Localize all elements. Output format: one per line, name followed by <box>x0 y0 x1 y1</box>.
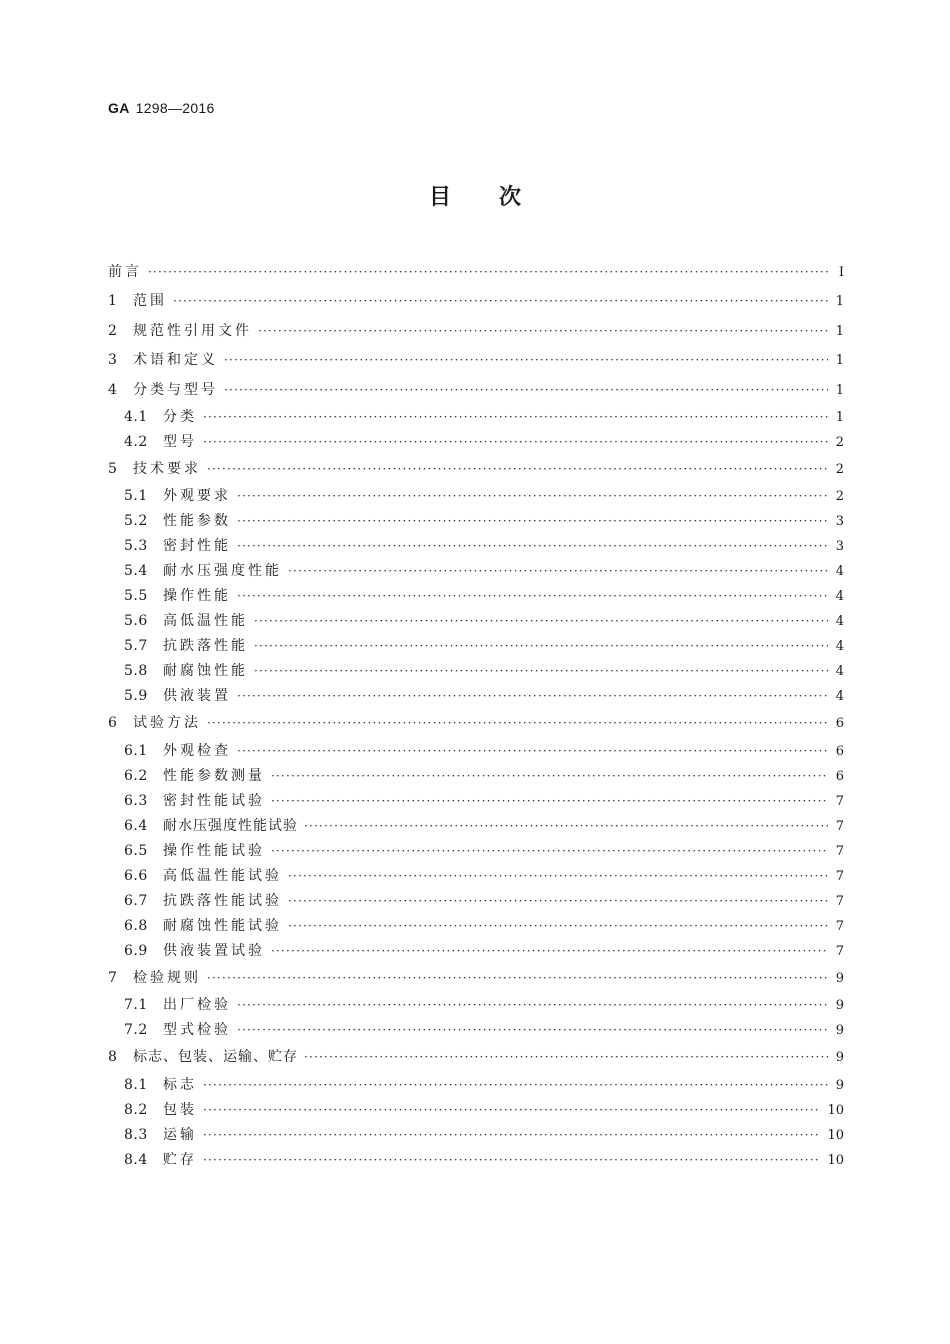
toc-section-number: 6.9 <box>124 942 148 959</box>
toc-entry[interactable] <box>108 430 844 455</box>
toc-section-number: 8 <box>108 1049 118 1066</box>
toc-section-number: 3 <box>108 352 118 369</box>
toc-section-number: 6 <box>108 715 118 732</box>
toc-entry[interactable] <box>108 258 844 287</box>
toc-dot-leader <box>237 684 828 709</box>
toc-section-title: 范围 <box>133 293 167 310</box>
toc-section-title: 操作性能试验 <box>163 842 265 859</box>
toc-entry[interactable] <box>108 889 844 914</box>
toc-entry[interactable] <box>108 376 844 405</box>
toc-dot-leader <box>173 287 828 316</box>
toc-page-number: 4 <box>835 614 844 630</box>
toc-dot-leader <box>237 534 828 559</box>
toc-dot-leader <box>203 1073 828 1098</box>
toc-section-title: 外观要求 <box>163 488 231 505</box>
toc-section-number: 5.6 <box>124 613 148 630</box>
toc-entry[interactable] <box>108 405 844 430</box>
toc-dot-leader <box>254 609 828 634</box>
toc-dot-leader <box>203 1098 820 1123</box>
toc-page-number: 9 <box>835 970 844 986</box>
toc-page-number: 10 <box>827 1127 844 1143</box>
toc-section-title: 分类与型号 <box>133 381 218 398</box>
toc-section-number: 4.1 <box>124 408 148 425</box>
toc-entry[interactable] <box>108 684 844 709</box>
toc-dot-leader <box>271 939 828 964</box>
toc-section-title: 密封性能试验 <box>163 792 265 809</box>
toc-section-title: 耐腐蚀性能试验 <box>163 917 282 934</box>
toc-section-number: 8.1 <box>124 1076 148 1093</box>
toc-section-title: 抗跌落性能 <box>163 638 248 655</box>
toc-section-number: 5.9 <box>124 688 148 705</box>
toc-page-number: 6 <box>835 743 844 759</box>
toc-section-title: 高低温性能 <box>163 613 248 630</box>
toc-entry[interactable] <box>108 1123 844 1148</box>
toc-entry[interactable] <box>108 814 844 839</box>
standard-prefix: GA <box>108 100 130 116</box>
toc-entry[interactable] <box>108 659 844 684</box>
toc-dot-leader <box>288 889 828 914</box>
toc-page-number: 3 <box>835 514 844 530</box>
toc-dot-leader <box>304 1043 828 1072</box>
toc-entry[interactable] <box>108 534 844 559</box>
toc-section-title: 耐水压强度性能试验 <box>163 817 298 834</box>
toc-page-number: 2 <box>835 489 844 505</box>
toc-section-number: 8.4 <box>124 1151 148 1168</box>
toc-page-number: 4 <box>835 664 844 680</box>
toc-section-title: 标志、包装、运输、贮存 <box>133 1049 298 1066</box>
toc-dot-leader <box>237 739 828 764</box>
toc-entry[interactable] <box>108 1018 844 1043</box>
toc-section-number: 5.2 <box>124 513 148 530</box>
toc-page-number: 2 <box>835 434 844 450</box>
toc-section-title: 贮存 <box>163 1151 197 1168</box>
toc-section-title: 密封性能 <box>163 538 231 555</box>
toc-section-title: 供液装置 <box>163 688 231 705</box>
toc-dot-leader <box>203 1148 820 1173</box>
toc-page-number: 7 <box>835 793 844 809</box>
toc-section-title: 供液装置试验 <box>163 942 265 959</box>
toc-section-title: 前言 <box>108 264 142 280</box>
toc-section-number: 1 <box>108 293 118 310</box>
toc-section-title: 抗跌落性能试验 <box>163 892 282 909</box>
toc-page-number: 7 <box>835 843 844 859</box>
toc-dot-leader <box>203 1123 820 1148</box>
toc-page-number: 1 <box>835 323 844 339</box>
toc-page-number: 1 <box>835 382 844 398</box>
toc-section-number: 5.4 <box>124 563 148 580</box>
toc-page-number: 6 <box>835 716 844 732</box>
toc-page-number: 6 <box>835 768 844 784</box>
toc-section-number: 6.8 <box>124 917 148 934</box>
toc-entry[interactable] <box>108 993 844 1018</box>
toc-dot-leader <box>288 914 828 939</box>
toc-page-number: 7 <box>835 893 844 909</box>
toc-section-title: 耐腐蚀性能 <box>163 663 248 680</box>
toc-section-title: 性能参数测量 <box>163 767 265 784</box>
toc-page-number: 10 <box>827 1152 844 1168</box>
toc-page-number: 4 <box>835 689 844 705</box>
toc-section-number: 6.3 <box>124 792 148 809</box>
toc-page-number: 7 <box>835 818 844 834</box>
toc-section-number: 5.5 <box>124 588 148 605</box>
page-title: 目次 <box>428 185 569 210</box>
toc-section-number: 4 <box>108 381 118 398</box>
toc-entry[interactable] <box>108 789 844 814</box>
standard-code <box>108 100 215 116</box>
toc-section-title: 分类 <box>163 408 197 425</box>
toc-page-number: Ⅰ <box>838 265 844 280</box>
toc-dot-leader <box>258 317 828 346</box>
toc-section-title: 标志 <box>163 1076 197 1093</box>
toc-dot-leader <box>304 814 828 839</box>
toc-section-number: 5.1 <box>124 488 148 505</box>
toc-entry[interactable] <box>108 1098 844 1123</box>
toc-section-number: 2 <box>108 322 118 339</box>
toc-page-number: 7 <box>835 868 844 884</box>
toc-entry[interactable] <box>108 914 844 939</box>
toc-dot-leader <box>237 584 828 609</box>
toc-entry[interactable] <box>108 964 844 993</box>
toc-entry[interactable] <box>108 1043 844 1072</box>
toc-section-title: 性能参数 <box>163 513 231 530</box>
toc-entry[interactable] <box>108 509 844 534</box>
toc-page-number: 2 <box>835 461 844 477</box>
toc-page-number: 4 <box>835 639 844 655</box>
toc-page-number: 9 <box>835 1050 844 1066</box>
toc-section-number: 6.7 <box>124 892 148 909</box>
toc-section-title: 型号 <box>163 433 197 450</box>
standard-number: 1298—2016 <box>135 100 215 116</box>
toc-page-number: 3 <box>835 539 844 555</box>
toc-section-title: 外观检查 <box>163 742 231 759</box>
toc-dot-leader <box>203 430 828 455</box>
toc-dot-leader <box>254 634 828 659</box>
toc-dot-leader <box>288 559 828 584</box>
toc-section-number: 6.4 <box>124 817 148 834</box>
toc-entry[interactable] <box>108 764 844 789</box>
toc-entry[interactable] <box>108 455 844 484</box>
toc-page-number: 7 <box>835 943 844 959</box>
toc-section-title: 高低温性能试验 <box>163 867 282 884</box>
toc-page-number: 9 <box>835 998 844 1014</box>
toc-section-number: 8.2 <box>124 1101 148 1118</box>
toc-section-title: 包装 <box>163 1101 197 1118</box>
toc-section-number: 8.3 <box>124 1126 148 1143</box>
toc-dot-leader <box>237 509 828 534</box>
toc-dot-leader <box>271 839 828 864</box>
toc-entry[interactable] <box>108 584 844 609</box>
toc-entry[interactable] <box>108 317 844 346</box>
toc-section-title: 出厂检验 <box>163 997 231 1014</box>
toc-section-number: 7.2 <box>124 1022 148 1039</box>
toc-page-number: 4 <box>835 564 844 580</box>
toc-section-title: 试验方法 <box>133 715 201 732</box>
toc-dot-leader <box>288 864 828 889</box>
toc-section-title: 型式检验 <box>163 1022 231 1039</box>
toc-dot-leader <box>237 1018 828 1043</box>
toc-section-number: 5 <box>108 460 118 477</box>
toc-section-number: 5.3 <box>124 538 148 555</box>
toc-dot-leader <box>271 789 828 814</box>
toc-entry[interactable] <box>108 864 844 889</box>
toc-page-number: 1 <box>835 294 844 310</box>
table-of-contents <box>108 258 844 1173</box>
toc-dot-leader <box>237 484 828 509</box>
toc-page-number: 1 <box>835 353 844 369</box>
toc-section-number: 4.2 <box>124 433 148 450</box>
toc-section-title: 规范性引用文件 <box>133 322 252 339</box>
toc-section-number: 5.8 <box>124 663 148 680</box>
toc-dot-leader <box>271 764 828 789</box>
toc-page-number: 10 <box>827 1102 844 1118</box>
toc-entry[interactable] <box>108 634 844 659</box>
toc-section-number: 7.1 <box>124 997 148 1014</box>
toc-entry[interactable] <box>108 1073 844 1098</box>
toc-entry[interactable] <box>108 609 844 634</box>
toc-section-title: 运输 <box>163 1126 197 1143</box>
toc-dot-leader <box>254 659 828 684</box>
toc-section-number: 6.6 <box>124 867 148 884</box>
toc-page-number: 4 <box>835 589 844 605</box>
toc-entry[interactable] <box>108 709 844 738</box>
toc-section-number: 5.7 <box>124 638 148 655</box>
toc-entry[interactable] <box>108 484 844 509</box>
toc-dot-leader <box>224 346 828 375</box>
toc-section-number: 6.1 <box>124 742 148 759</box>
toc-entry[interactable] <box>108 346 844 375</box>
toc-page-number: 9 <box>835 1077 844 1093</box>
toc-section-title: 术语和定义 <box>133 352 218 369</box>
toc-dot-leader <box>207 964 828 993</box>
toc-dot-leader <box>237 993 828 1018</box>
toc-entry[interactable] <box>108 287 844 316</box>
toc-section-number: 7 <box>108 969 118 986</box>
toc-section-title: 耐水压强度性能 <box>163 563 282 580</box>
toc-dot-leader <box>224 376 828 405</box>
toc-section-number: 6.5 <box>124 842 148 859</box>
toc-section-title: 检验规则 <box>133 969 201 986</box>
toc-entry[interactable] <box>108 1148 844 1173</box>
toc-dot-leader <box>203 405 828 430</box>
toc-dot-leader <box>207 709 828 738</box>
toc-dot-leader <box>207 455 828 484</box>
toc-entry[interactable] <box>108 559 844 584</box>
toc-entry[interactable] <box>108 839 844 864</box>
toc-section-number: 6.2 <box>124 767 148 784</box>
toc-entry[interactable] <box>108 939 844 964</box>
toc-entry[interactable] <box>108 739 844 764</box>
toc-page-number: 1 <box>835 409 844 425</box>
toc-page-number: 9 <box>835 1023 844 1039</box>
toc-dot-leader <box>148 258 828 287</box>
toc-page-number: 7 <box>835 918 844 934</box>
toc-section-title: 技术要求 <box>133 460 201 477</box>
toc-section-title: 操作性能 <box>163 588 231 605</box>
